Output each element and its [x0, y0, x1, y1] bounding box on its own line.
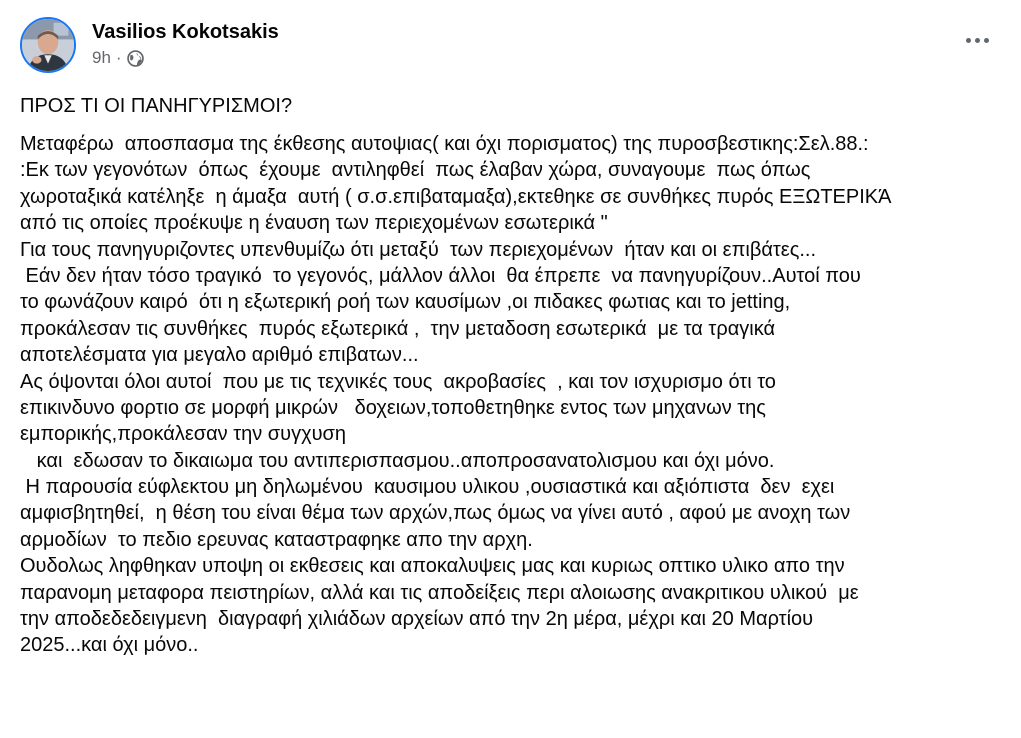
- post-body-line: Εάν δεν ήταν τόσο τραγικό το γεγονός, μάλλον άλλοι θα έπρεπε να πανηγυρίζουν..Αυτοί που: [20, 264, 861, 287]
- avatar-image: [22, 19, 74, 71]
- more-options-icon[interactable]: [962, 32, 993, 49]
- post-body-line: το φωνάζουν καιρό ότι η εξωτερική ροή των καυσίμων ,οι πιδακες φωτιας και το jetting,: [20, 291, 791, 314]
- post-body-line: Ουδολως ληφθηκαν υποψη οι εκθεσεις και αποκαλυψεις μας και κυριως οπτικο υλικο απο την: [20, 555, 845, 578]
- post-timestamp[interactable]: 9h: [92, 48, 111, 67]
- post-body-line: χωροταξικά κατέληξε η άμαξα αυτή ( σ.σ.επιβαταμαξα),εκτεθηκε σε συνθήκες πυρός ΕΞΩΤΕΡΙΚΆ: [20, 185, 892, 208]
- post-body-line: παρανομη μεταφορα πειστηρίων, αλλά και τις αποδείξεις περι αλοιωσης ανακριτικου υλικού με: [20, 581, 859, 604]
- globe-icon[interactable]: [127, 50, 144, 67]
- avatar[interactable]: [20, 17, 76, 73]
- post-headline: ΠΡΟΣ ΤΙ ΟΙ ΠΑΝΗΓΥΡΙΣΜΟΙ?: [20, 95, 293, 117]
- post-meta: [92, 20, 279, 68]
- post-body-text: [20, 131, 1015, 659]
- post-body-line: εμπορικής,προκάλεσαν την συγχυση: [20, 423, 346, 446]
- post-body-line: αρμοδίων το πεδιο ερευνας καταστραφηκε απο την αρχη.: [20, 528, 533, 551]
- more-dot: [966, 38, 971, 43]
- post-body-line: επικινδυνο φορτιο σε μορφή μικρών δοχειων,τοποθετηθηκε εντος των μηχανων της: [20, 396, 766, 419]
- post-body-line: Για τους πανηγυριζοντες υπενθυμίζω ότι μεταξύ των περιεχομένων ήταν και οι επιβάτες...: [20, 238, 817, 261]
- post-body-line: Μεταφέρω αποσπασμα της έκθεσης αυτοψιας( και όχι πορισματος) της πυροσβεστικης:Σελ.88.:: [20, 133, 869, 155]
- post-body-line: Η παρουσία εύφλεκτου μη δηλωμένου καυσιμου υλικου ,ουσιαστικά και αξιόπιστα δεν εχει: [20, 476, 835, 499]
- more-dot: [984, 38, 989, 43]
- post-subline: [92, 48, 279, 68]
- post-body-line: :Εκ των γεγονότων όπως έχουμε αντιληφθεί πως έλαβαν χώρα, συναγουμε πως όπως: [20, 159, 811, 182]
- post-body-line: αποτελέσματα για μεγαλο αριθμό επιβατων...: [20, 344, 419, 367]
- post-body-line: και εδωσαν το δικαιωμα του αντιπερισπασμου..αποπροσανατολισμου και όχι μόνο.: [20, 449, 775, 472]
- post-body-line: αμφισβητηθεί, η θέση του είναι θέμα των αρχών,πως όμως να γίνει αυτό , αφού με ανοχη των: [20, 502, 851, 525]
- more-dot: [975, 38, 980, 43]
- post-body-line: προκάλεσαν τις συνθήκες πυρός εξωτερικά , την μεταδοση εσωτερικά με τα τραγικά: [20, 317, 776, 340]
- post-body-line: από τις οποίες προέκυψε η έναυση των περιεχομένων εσωτερικά ": [20, 212, 608, 235]
- post-body-line: την αποδεδεδειγμενη διαγραφή χιλιάδων αρχείων από την 2η μέρα, μέχρι και 20 Μαρτίου: [20, 608, 814, 631]
- post-body-line: 2025...και όχι μόνο..: [20, 634, 199, 657]
- meta-separator: ·: [115, 48, 122, 67]
- author-name[interactable]: Vasilios Kokotsakis: [92, 21, 279, 43]
- post-header: [20, 17, 279, 73]
- post-body-line: Ας όψονται όλοι αυτοί που με τις τεχνικές τους ακροβασίες , και τον ισχυρισμο ότι το: [20, 370, 776, 393]
